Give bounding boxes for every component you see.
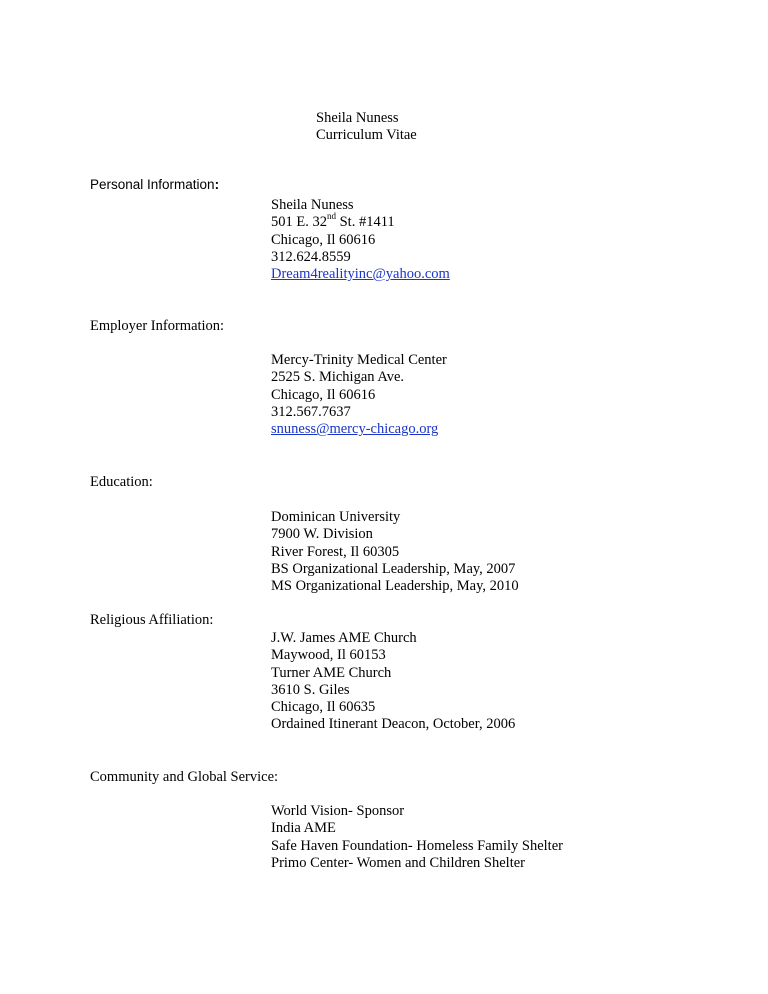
education-line: 7900 W. Division <box>271 526 373 543</box>
header-subtitle: Curriculum Vitae <box>316 127 417 144</box>
education-line: BS Organizational Leadership, May, 2007 <box>271 560 516 577</box>
religious-line: J.W. James AME Church <box>271 630 417 646</box>
employer-info-label: Employer Information: <box>90 318 225 334</box>
header-name: Sheila Nuness <box>316 110 399 126</box>
personal-email-link[interactable]: Dream4realityinc@yahoo.com <box>271 266 450 283</box>
personal-name: Sheila Nuness <box>271 197 354 213</box>
personal-info-label-text: Personal Information <box>90 177 215 192</box>
employer-info-block <box>271 352 447 438</box>
religious-line: Turner AME Church <box>271 664 392 681</box>
community-line: India AME <box>271 820 336 837</box>
employer-city: Chicago, Il 60616 <box>271 386 376 403</box>
community-line: Primo Center- Women and Children Shelter <box>271 854 525 871</box>
religious-line: Maywood, Il 60153 <box>271 647 386 664</box>
personal-info-block <box>271 197 450 283</box>
education-line: River Forest, Il 60305 <box>271 543 400 560</box>
document-header <box>316 110 417 145</box>
education-line: Dominican University <box>271 509 401 525</box>
community-line: World Vision- Sponsor <box>271 803 405 819</box>
community-label: Community and Global Service: <box>90 769 279 785</box>
religious-line: 3610 S. Giles <box>271 681 350 698</box>
community-line: Safe Haven Foundation- Homeless Family Shelter <box>271 837 563 854</box>
personal-info-label-colon: : <box>214 177 220 192</box>
employer-email-link[interactable]: snuness@mercy-chicago.org <box>271 421 439 438</box>
employer-phone: 312.567.7637 <box>271 403 351 420</box>
religious-line: Ordained Itinerant Deacon, October, 2006 <box>271 716 516 733</box>
employer-address: 2525 S. Michigan Ave. <box>271 369 405 386</box>
religious-label: Religious Affiliation: <box>90 612 214 628</box>
community-block <box>271 803 563 872</box>
education-line: MS Organizational Leadership, May, 2010 <box>271 578 519 595</box>
personal-info-label <box>90 176 219 193</box>
education-block <box>271 509 519 595</box>
religious-block <box>271 630 515 734</box>
education-label: Education: <box>90 474 153 490</box>
personal-city: Chicago, Il 60616 <box>271 231 376 248</box>
personal-address: 501 E. 32nd St. #1411 <box>271 211 395 231</box>
religious-line: Chicago, Il 60635 <box>271 699 376 716</box>
personal-phone: 312.624.8559 <box>271 248 351 265</box>
employer-name: Mercy-Trinity Medical Center <box>271 352 447 368</box>
